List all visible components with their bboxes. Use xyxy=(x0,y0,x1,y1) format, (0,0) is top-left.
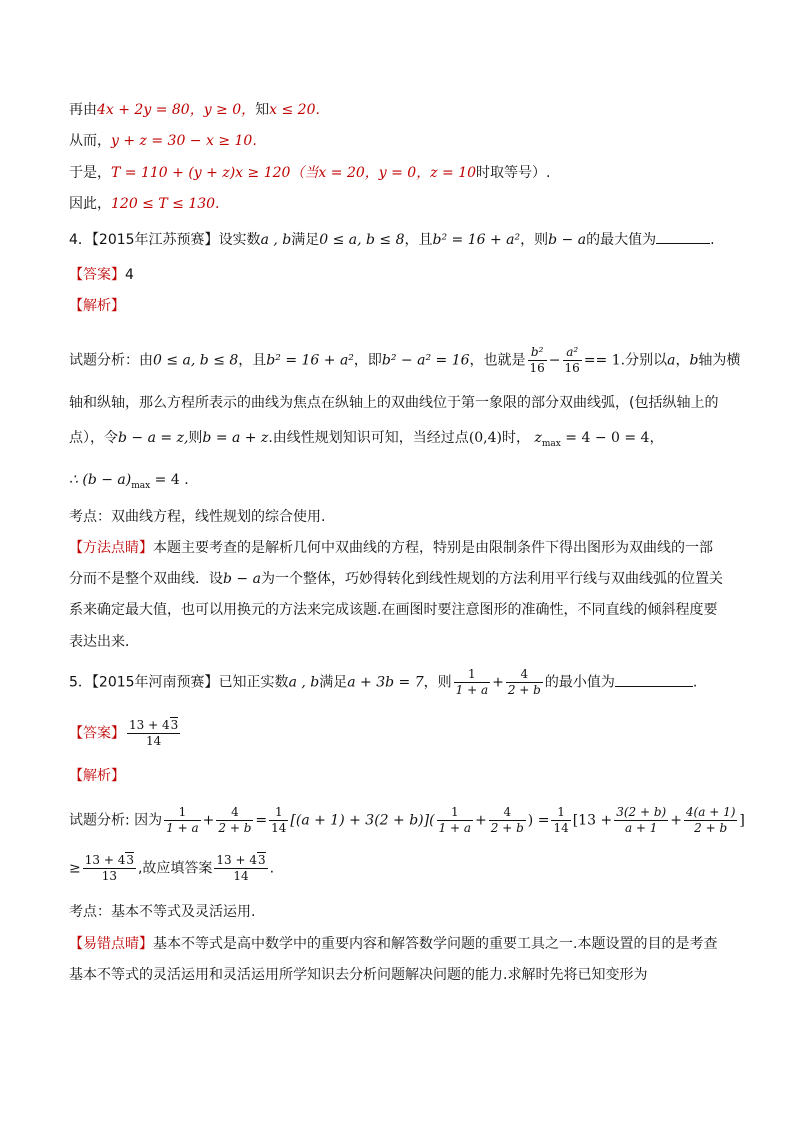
math: ∴ (b − a) xyxy=(69,472,132,488)
text: 从而， xyxy=(69,133,111,149)
question-5-stem xyxy=(69,667,697,698)
math: a , b xyxy=(288,674,320,691)
fraction xyxy=(164,805,200,836)
radical: 3 xyxy=(170,718,179,732)
answer-blank xyxy=(615,672,693,687)
text: 基本不等式的灵活运用和灵活运用所学知识去分析问题解决问题的能力.求解时先将已知变形为 xyxy=(69,967,648,983)
text: 时， xyxy=(502,430,531,446)
math: b² − a² = 16 xyxy=(381,352,470,369)
denominator: 14 xyxy=(233,869,249,883)
text: 分而不是整个双曲线．设 xyxy=(69,571,223,587)
text: 系来确定最大值，也可以用换元的方法来完成该题.在画图时要注意图形的准确性，不同直线的倾斜程度要 xyxy=(69,602,718,618)
denominator: 1 + a xyxy=(438,821,472,835)
math: b² = 16 + a² xyxy=(266,352,354,369)
answer-label: 【答案】 xyxy=(69,725,125,742)
answer-value: 4 xyxy=(125,267,134,283)
text: 的最大值为 xyxy=(586,232,657,248)
denominator: 2 + b xyxy=(694,821,728,835)
question-4-analysis-line-4 xyxy=(69,470,189,492)
text: 则 xyxy=(188,430,203,446)
tip-label: 【方法点睛】 xyxy=(69,540,153,556)
text: 试题分析: 因为 xyxy=(69,812,163,829)
question-4-analysis-label xyxy=(69,296,125,316)
math: [(a + 1) + 3(2 + b)]( xyxy=(290,812,435,829)
question-source: 【2015年江苏预赛】 xyxy=(91,232,219,248)
text: . xyxy=(269,860,275,877)
question-5-knowledge-point xyxy=(69,902,255,922)
math: 0 ≤ a, b ≤ 8 xyxy=(319,232,405,248)
math: b − a = z, xyxy=(118,430,189,446)
question-5-answer xyxy=(69,718,182,749)
text: 考点：双曲线方程，线性规划的综合使用. xyxy=(69,509,326,525)
numerator: 1 xyxy=(269,805,288,821)
radical: 3 xyxy=(258,853,266,867)
equation: 120 ≤ T ≤ 130. xyxy=(111,196,220,212)
fraction xyxy=(269,805,288,836)
radical: 3 xyxy=(126,853,134,867)
numerator: b² xyxy=(528,345,547,361)
solution-line-4 xyxy=(69,194,220,214)
fraction xyxy=(551,805,570,836)
fraction xyxy=(506,667,543,698)
numerator: 1 xyxy=(437,805,473,821)
operator: + xyxy=(492,674,504,691)
numerator: 1 xyxy=(551,805,570,821)
question-4-knowledge-point xyxy=(69,507,325,527)
fraction xyxy=(83,853,136,884)
operator: − xyxy=(548,352,561,369)
equation: x ≤ 20. xyxy=(269,102,320,118)
question-4-tip-line-4 xyxy=(69,632,139,652)
equation: T = 110 + (y + z)x ≥ 120（当 xyxy=(111,165,319,181)
text: 因此， xyxy=(69,196,111,212)
text: 已知正实数 xyxy=(218,674,289,691)
numerator: 13 + 4 xyxy=(129,718,170,732)
equation: 4x + 2y = 80，y ≥ 0， xyxy=(97,102,256,118)
denominator: 14 xyxy=(271,821,287,835)
numerator: 4(a + 1) xyxy=(685,805,736,819)
analysis-label: 【解析】 xyxy=(69,768,125,784)
text: 设实数 xyxy=(218,232,261,248)
text: . xyxy=(710,232,715,248)
fraction xyxy=(216,805,253,836)
math: b = a + z xyxy=(202,430,269,446)
numerator: 4 xyxy=(506,667,543,683)
denominator: 1 + a xyxy=(455,683,489,697)
text: 试题分析：由 xyxy=(69,352,153,369)
question-4-analysis-line-2 xyxy=(69,393,718,413)
numerator: 13 + 4 xyxy=(84,853,126,867)
fraction xyxy=(563,345,582,376)
question-5-analysis-line-2 xyxy=(69,853,274,884)
text: ，则 xyxy=(520,232,549,248)
answer-blank xyxy=(656,229,710,244)
text: 本题主要考查的是解析几何中双曲线的方程，特别是由限制条件下得出图形为双曲线的一部 xyxy=(153,540,713,556)
question-number: 4． xyxy=(69,232,92,248)
question-5-tip-line-1 xyxy=(69,934,717,954)
denominator: 14 xyxy=(553,821,569,835)
text: 满足 xyxy=(319,674,348,691)
question-number: 5． xyxy=(69,674,92,691)
text: 考点：基本不等式及灵活运用. xyxy=(69,904,256,920)
text: ，则 xyxy=(423,674,452,691)
math: (0,4) xyxy=(468,430,503,446)
math: z xyxy=(534,430,542,446)
text: 为一个整体，巧妙得转化到线性规划的方法利用平行线与双曲线弧的位置关 xyxy=(260,571,723,587)
question-4-tip-line-3 xyxy=(69,600,717,620)
text: 的最小值为 xyxy=(544,674,615,691)
text: ，且 xyxy=(404,232,433,248)
text: ，且 xyxy=(238,352,267,369)
math: b² = 16 + a² xyxy=(432,232,521,248)
text: 时取等号）. xyxy=(476,165,551,181)
equation: y + z = 30 − x ≥ 10. xyxy=(111,133,257,149)
text: 分别以 xyxy=(625,352,668,369)
operator: ≥ xyxy=(69,860,81,877)
denominator: 16 xyxy=(529,361,545,375)
operator: + xyxy=(670,812,682,829)
text: 点），令 xyxy=(69,430,118,446)
fraction xyxy=(437,805,473,836)
solution-line-1 xyxy=(69,100,320,120)
question-5-analysis-label xyxy=(69,766,125,786)
text: 于是， xyxy=(69,165,111,181)
subscript: max xyxy=(541,439,561,449)
subscript: max xyxy=(131,481,151,491)
denominator: 1 + a xyxy=(166,821,199,835)
numerator: 4 xyxy=(216,805,253,821)
numerator: 1 xyxy=(454,667,490,683)
fraction xyxy=(528,345,547,376)
fraction xyxy=(489,805,526,836)
question-4-tip-line-1 xyxy=(69,538,713,558)
operator: + xyxy=(475,812,487,829)
math: == 1. xyxy=(583,352,626,369)
solution-line-3 xyxy=(69,163,550,183)
text: .由线性规划知识可知，当经过点 xyxy=(268,430,469,446)
question-4-answer xyxy=(69,265,134,285)
math: ] xyxy=(739,812,745,829)
question-5-tip-line-2 xyxy=(69,965,647,985)
denominator: 2 + b xyxy=(218,821,252,835)
operator: + xyxy=(202,812,215,829)
denominator: 16 xyxy=(564,361,580,375)
numerator: 4 xyxy=(489,805,526,821)
denominator: 14 xyxy=(145,734,162,748)
question-4-tip-line-2 xyxy=(69,569,723,589)
fraction xyxy=(684,805,737,836)
math: b − a xyxy=(548,232,587,248)
math: = 4 . xyxy=(154,472,189,488)
text: . xyxy=(692,674,698,691)
denominator: a + 1 xyxy=(624,821,658,835)
numerator: 13 + 4 xyxy=(216,853,258,867)
math: [13 + xyxy=(572,812,613,829)
text: 满足 xyxy=(291,232,320,248)
math: ) = xyxy=(527,812,550,829)
math: a + 3b = 7 xyxy=(347,674,424,691)
text: ，也就是 xyxy=(469,352,526,369)
fraction xyxy=(454,667,490,698)
math: a xyxy=(667,352,676,369)
question-source: 【2015年河南预赛】 xyxy=(91,674,219,691)
answer-label: 【答案】 xyxy=(69,267,125,283)
fraction xyxy=(614,805,668,836)
question-4-analysis-line-1 xyxy=(69,345,740,376)
question-4-stem xyxy=(69,229,715,250)
answer-fraction xyxy=(127,718,180,749)
math: b xyxy=(689,352,699,369)
denominator: 2 + b xyxy=(507,683,541,697)
solution-line-2 xyxy=(69,131,257,151)
text: 表达出来． xyxy=(69,634,139,650)
question-5-analysis-line-1 xyxy=(69,805,745,836)
math: a , b xyxy=(260,232,292,248)
math: 0 ≤ a, b ≤ 8 xyxy=(153,352,239,369)
text: ， xyxy=(675,352,690,369)
text: 轴为横 xyxy=(698,352,741,369)
text: 再由 xyxy=(69,102,97,118)
denominator: 13 xyxy=(101,869,117,883)
text: 知 xyxy=(255,102,270,118)
question-4-analysis-line-3 xyxy=(69,428,663,450)
numerator: 3(2 + b) xyxy=(616,805,667,819)
math: b − a xyxy=(223,571,261,587)
text: 轴和纵轴，那么方程所表示的曲线为焦点在纵轴上的双曲线位于第一象限的部分双曲线弧，(包括纵轴上的 xyxy=(69,395,719,411)
numerator: 1 xyxy=(164,805,200,821)
math: = 4 − 0 = 4， xyxy=(565,430,664,446)
fraction xyxy=(214,853,267,884)
numerator: a² xyxy=(563,345,582,361)
equation: x = 20，y = 0，z = 10 xyxy=(318,165,477,181)
text: ,故应填答案 xyxy=(137,860,213,877)
tip-label: 【易错点晴】 xyxy=(69,936,153,952)
analysis-label: 【解析】 xyxy=(69,298,125,314)
text: 基本不等式是高中数学中的重要内容和解答数学问题的重要工具之一.本题设置的目的是考查 xyxy=(153,936,718,952)
text: ，即 xyxy=(353,352,382,369)
denominator: 2 + b xyxy=(490,821,524,835)
operator: = xyxy=(255,812,268,829)
